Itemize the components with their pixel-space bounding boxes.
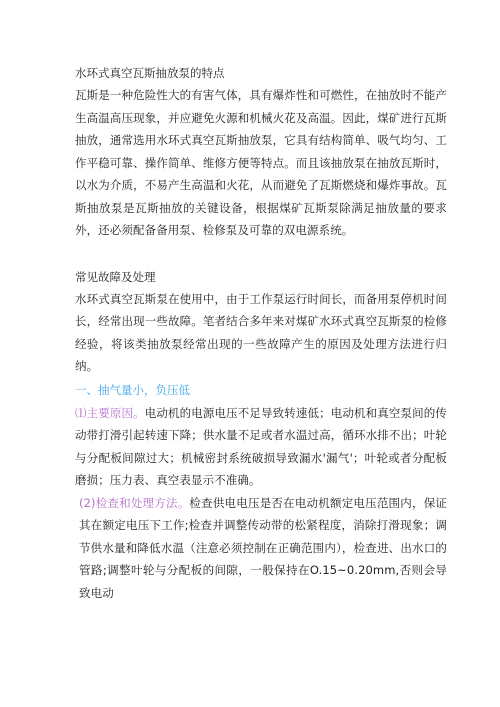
paragraph-features: 瓦斯是一种危险性大的有害气体，具有爆炸性和可燃性，在抽放时不能产生高温高压现象，并应避免火源和机械火花及高温。因此，煤矿进行瓦斯抽放，通常选用水环式真空瓦斯抽放泵，它具有结构简单、吸气均匀、工作平稳可靠、操作简单、维修方便等特点。而且该抽放泵在抽放瓦斯时，以水为介质，不易产生高温和火花，从而避免了瓦斯燃烧和爆炸事故。瓦斯抽放泵是瓦斯抽放的关键设备，根据煤矿瓦斯泵除满足抽放量的要求外，还必须配备备用泵、检修泵及可靠的双电源系统。 xyxy=(75,88,447,237)
inspection-methods-label: (2)检查和处理方法。 xyxy=(79,495,190,510)
paragraph-faults-intro: 水环式真空瓦斯泵在使用中，由于工作泵运行时间长，而备用泵停机时间长，经常出现一些故障。笔者结合多年来对煤矿水环式真空瓦斯泵的检修经验，将该类抽放泵经常出现的一些故障产生的原因及处理方法进行归纳。 xyxy=(75,291,447,373)
main-causes-label: ⑴主要原因。 xyxy=(75,405,145,420)
section-title-features: 水环式真空瓦斯抽放泵的特点 xyxy=(75,66,225,80)
inspection-methods-text: 检查供电电压是否在电动机额定电压范围内，保证其在额定电压下工作;检查并调整传动带的松紧程度，消除打滑现象；调节供水量和降低水温（注意必须控制在正确范围内），检查进、出水口的管路;调整叶轮与分配板的间隙，一般保持在O.15~0.20mm,否则会导致电动 xyxy=(79,495,448,600)
paragraph-inspection-methods xyxy=(75,492,447,605)
section-title-faults: 常见故障及处理 xyxy=(75,269,156,284)
main-causes-text: 电动机的电源电压不足导致转速低；电动机和真空泵间的传动带打滑引起转速下降；供水量不足或者水温过高，循环水排不出；叶轮与分配板间隙过大；机械密封系统破损导致漏水'漏气'；叶轮或者分配板磨损；压力表、真空表显示不准确。 xyxy=(75,405,447,487)
section-spacer xyxy=(75,242,447,266)
document-body xyxy=(75,62,447,604)
fault-heading-low-suction: 一、抽气量小，负压低 xyxy=(75,382,190,397)
paragraph-main-causes xyxy=(75,402,447,492)
